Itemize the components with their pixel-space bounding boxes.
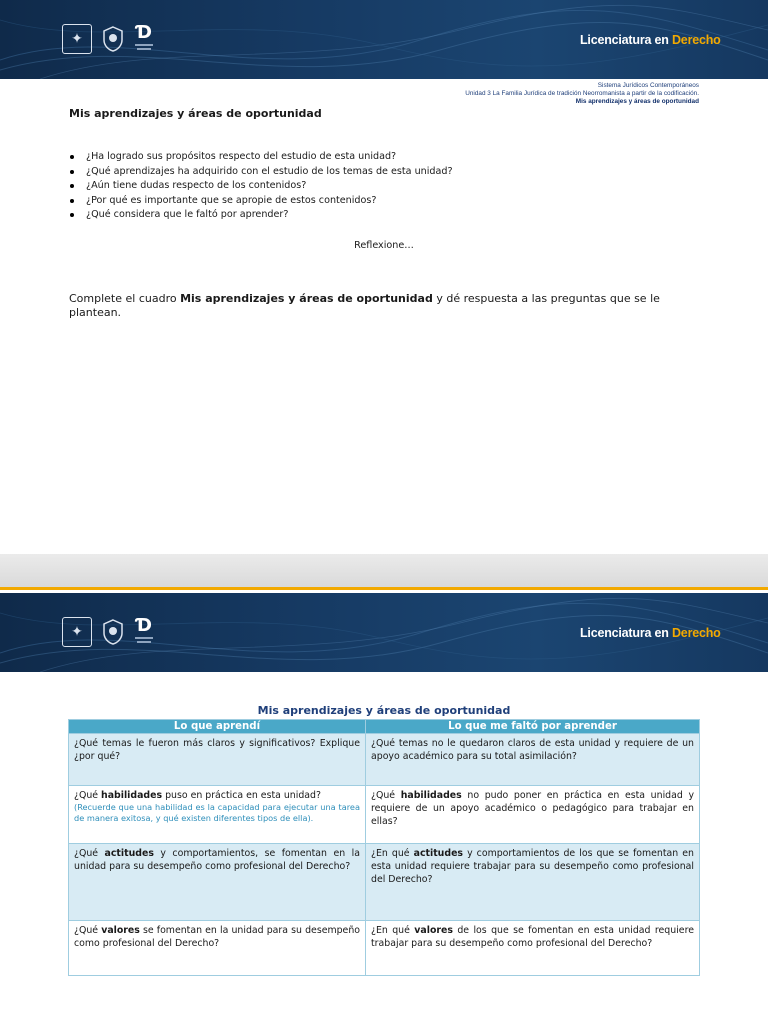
unam-shield-icon: ✦ [62,617,92,647]
table-title: Mis aprendizajes y áreas de oportunidad [257,704,511,717]
program-brand [580,33,721,47]
course-name: Sistema Jurídicos Contemporáneos [597,82,699,89]
unit-name: Unidad 3 La Familia Jurídica de tradición Neorromanista a partir de la codificación. [465,90,699,97]
column-header-learned: Lo que aprendí [69,720,366,734]
institution-logos [62,24,154,54]
table-cell[interactable]: ¿Qué habilidades no pudo poner en práctica en esta unidad y requiere de un apoyo académico o pedagógico para trabajar en ellas? [366,786,700,844]
column-header-missing: Lo que me faltó por aprender [366,720,700,734]
table-cell[interactable]: ¿En qué valores de los que se fomentan en esta unidad requiere trabajar para su desempeño como profesional del Derecho? [366,921,700,976]
brand-prefix: Licenciatura en [580,626,672,640]
table-row [69,734,700,786]
table-row [69,786,700,844]
faculty-crest-icon [102,619,124,645]
program-brand [580,626,721,640]
table-cell[interactable]: ¿Qué valores se fomentan en la unidad para su desempeño como profesional del Derecho? [69,921,366,976]
brand-accent: Derecho [671,33,721,47]
brand-accent: Derecho [671,626,721,640]
unam-shield-icon: ✦ [62,24,92,54]
list-item: ¿Aún tiene dudas respecto de los contenidos? [69,179,453,194]
distance-education-logo-icon: Ɗ [134,24,154,54]
second-banner [0,593,768,672]
instruction-emphasis: Mis aprendizajes y áreas de oportunidad [180,292,433,305]
table-cell[interactable]: ¿Qué actitudes y comportamientos, se fomentan en la unidad para su desempeño como profesional del Derecho? [69,844,366,921]
reflect-prompt: Reflexione… [354,240,414,251]
brand-prefix: Licenciatura en [580,33,672,47]
distance-education-logo-icon: Ɗ [134,617,154,647]
page-separator [0,554,768,588]
reflection-questions [69,150,453,223]
activity-name: Mis aprendizajes y áreas de oportunidad [575,98,699,105]
list-item: ¿Qué aprendizajes ha adquirido con el estudio de los temas de esta unidad? [69,165,453,180]
top-banner [0,0,768,79]
instruction-text: Complete el cuadro Mis aprendizajes y áreas de oportunidad y dé respuesta a las preguntas que se le plantean. [69,292,660,319]
table-row [69,844,700,921]
table-cell[interactable]: ¿En qué actitudes y comportamientos de los que se fomentan en esta unidad requiere trabajar para su desempeño como profesional del Derecho? [366,844,700,921]
table-row [69,921,700,976]
table-cell[interactable]: ¿Qué temas le fueron más claros y significativos? Explique ¿por qué? [69,734,366,786]
table-cell[interactable]: ¿Qué habilidades puso en práctica en esta unidad? (Recuerde que una habilidad es la capacidad para ejecutar una tarea de manera exitosa, y qué existen diferentes tipos de ella). [69,786,366,844]
gold-divider [0,587,768,590]
page-title: Mis aprendizajes y áreas de oportunidad [69,107,322,120]
list-item: ¿Por qué es importante que se apropie de estos contenidos? [69,194,453,209]
faculty-crest-icon [102,26,124,52]
institution-logos [62,617,154,647]
list-item: ¿Qué considera que le faltó por aprender? [69,208,453,223]
course-header [465,82,699,106]
list-item: ¿Ha logrado sus propósitos respecto del estudio de esta unidad? [69,150,453,165]
learning-table [68,719,700,976]
table-cell[interactable]: ¿Qué temas no le quedaron claros de esta unidad y requiere de un apoyo académico para su total asimilación? [366,734,700,786]
skill-note: (Recuerde que una habilidad es la capacidad para ejecutar una tarea de manera exitosa, y qué existen diferentes tipos de ella). [74,802,360,823]
table-header-row [69,720,700,734]
